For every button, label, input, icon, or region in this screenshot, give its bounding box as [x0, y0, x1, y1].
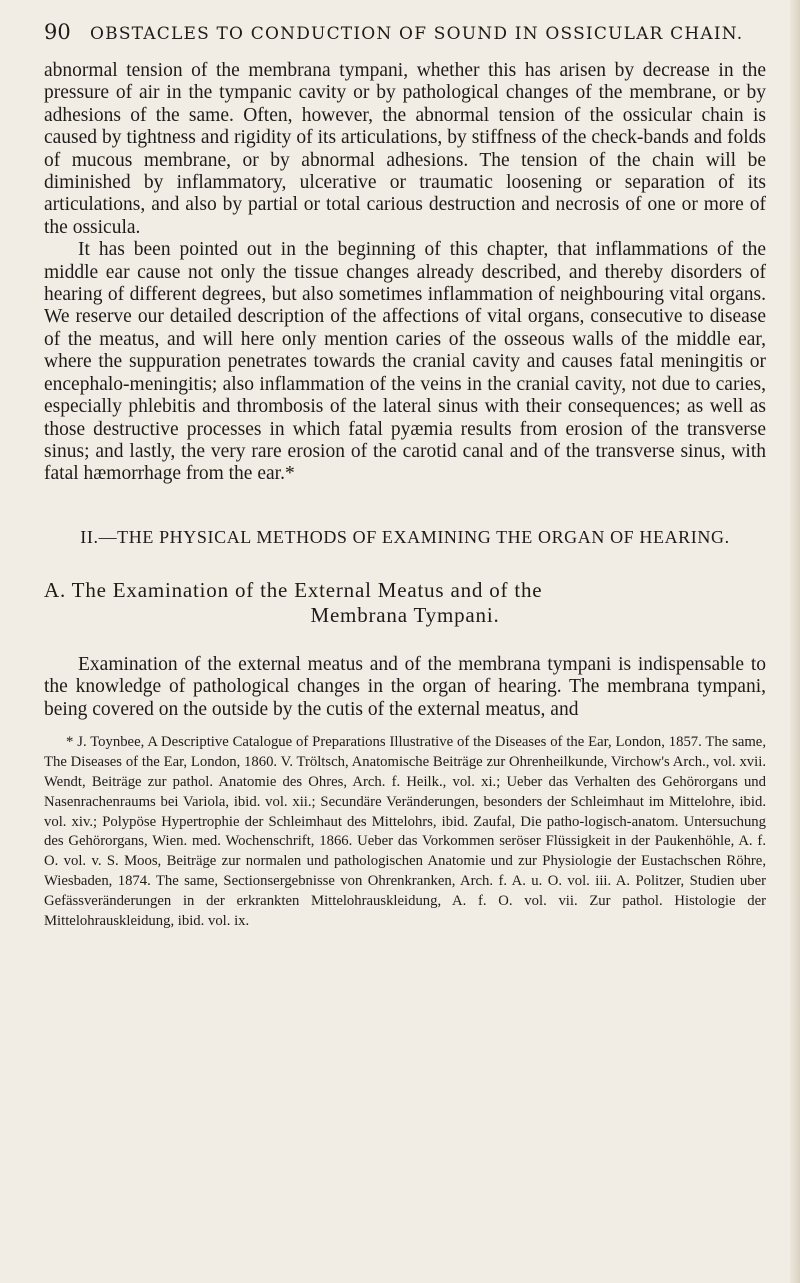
- book-page: [44, 20, 766, 947]
- section-heading: II.—THE PHYSICAL METHODS OF EXAMINING THE ORGAN OF HEARING.: [80, 526, 730, 547]
- paragraph-2: It has been pointed out in the beginning of this chapter, that inflammations of the middle ear cause not only the tissue changes already described, and thereby disorders of hearing of different degrees, but also sometimes inflammation of neighbouring vital organs. We reserve our detailed description of the affections of vital organs, consecutive to disease of the meatus, and will here only mention caries of the osseous walls of the middle ear, where the suppuration penetrates towards the cranial cavity and causes fatal meningitis or encephalo-meningitis; also inflammation of the veins in the cranial cavity, not due to caries, especially phlebitis and thrombosis of the lateral sinus with their consequences; as well as those destructive processes in which fatal pyæmia results from erosion of the transverse sinus; and lastly, the very rare erosion of the carotid canal and of the transverse sinus, with fatal hæmorrhage from the ear.*: [44, 239, 766, 485]
- sub-heading-line-2: Membrana Tympani.: [310, 602, 500, 627]
- paragraph-3: Examination of the external meatus and of the membrana tympani is indispensable to the knowledge of pathological changes in the organ of hearing. The membrana tympani, being covered on the outside by the cutis of the external meatus, and: [44, 653, 766, 720]
- paragraph-1: abnormal tension of the membrana tympani, whether this has arisen by decrease in the pressure of air in the tympanic cavity or by pathological changes of the membrane, or by adhesions of the same. Often, however, the abnormal tension of the ossicular chain is caused by tightness and rigidity of its articulations, by stiffness of the check-bands and folds of mucous membrane, or by abnormal adhesions. The tension of the chain will be diminished by inflammatory, ulcerative or traumatic loosening or separation of its articulations, and also by partial or total carious destruction and necrosis of one or more of the ossicula.: [44, 60, 766, 238]
- running-title: OBSTACLES TO CONDUCTION OF SOUND IN OSSICULAR CHAIN.: [90, 24, 744, 44]
- sub-heading: [44, 578, 766, 628]
- sub-heading-line-1: A. The Examination of the External Meatus and of the: [44, 577, 543, 602]
- page-edge: [790, 0, 800, 1283]
- footnote: * J. Toynbee, A Descriptive Catalogue of Preparations Illustrative of the Diseases of the Ear, London, 1857. The same, The Diseases of the Ear, London, 1860. V. Tröltsch, Anatomische Beiträge zur Ohrenheilkunde, Virchow's Arch., vol. xvii. Wendt, Beiträge zur pathol. Anatomie des Ohres, Arch. f. Heilk., vol. xi.; Ueber das Verhalten des Gehörorgans und Nasenrachenraums bei Variola, ibid. vol. xii.; Secundäre Veränderungen, besonders der Schleimhaut im Mittelohre, ibid. vol. xiv.; Polypöse Hypertrophie der Schleimhaut des Mittelohrs, ibid. Zaufal, Die patho-logisch-anatom. Untersuchung des Gehörorgans, Wien. med. Wochenschrift, 1866. Ueber das Vorkommen seröser Flüssigkeit in der Paukenhöhle, A. f. O. vol. v. S. Moos, Beiträge zur normalen und pathologischen Anatomie und zur Physiologie der Eustachschen Röhre, Wiesbaden, 1874. The same, Sectionsergebnisse von Ohrenkranken, Arch. f. A. u. O. vol. iii. A. Politzer, Studien uber Gefässveränderungen in der erkrankten Mittelohrauskleidung, A. f. O. vol. vii. Zur pathol. Histologie der Mittelohrauskleidung, ibid. vol. ix.: [44, 733, 766, 930]
- page-number: 90: [44, 20, 71, 44]
- running-head: [44, 20, 766, 60]
